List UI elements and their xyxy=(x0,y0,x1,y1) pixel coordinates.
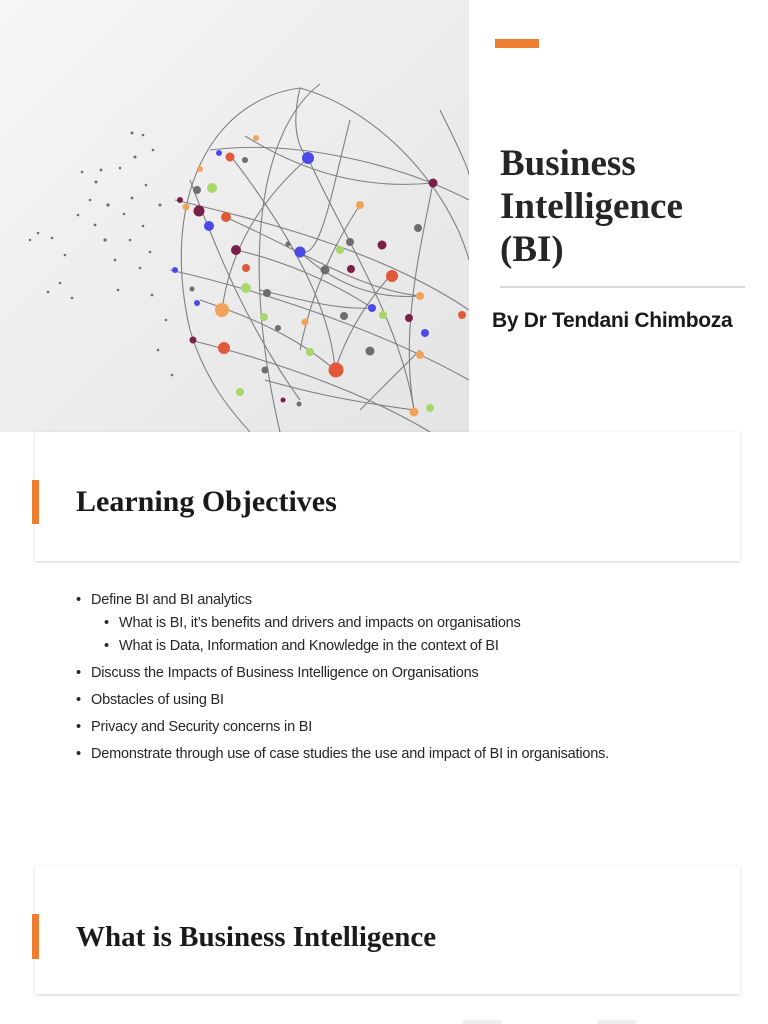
network-globe-image xyxy=(0,0,469,432)
title-accent-bar xyxy=(32,914,39,959)
list-item-text: What is BI, it’s benefits and drivers and impacts on organisations xyxy=(119,615,521,631)
author-name: By Dr Tendani Chimboza xyxy=(492,309,733,332)
content-shape-peek xyxy=(597,1020,637,1024)
list-item-text: Privacy and Security concerns in BI xyxy=(91,719,313,735)
list-item-text: Discuss the Impacts of Business Intelligence on Organisations xyxy=(91,665,479,681)
list-item-text: What is Data, Information and Knowledge in the context of BI xyxy=(119,638,499,654)
bullet-icon: • xyxy=(104,638,109,654)
title-line: Intelligence xyxy=(500,186,683,227)
list-item xyxy=(104,615,521,631)
title-divider xyxy=(500,286,745,288)
content-shape-peek xyxy=(462,1020,502,1024)
bullet-icon: • xyxy=(76,746,81,762)
list-item xyxy=(76,592,252,608)
network-globe-icon xyxy=(0,0,469,432)
list-item-text: Define BI and BI analytics xyxy=(91,592,252,608)
list-item xyxy=(76,692,224,708)
learning-objectives-slide xyxy=(0,432,768,864)
list-item-text: Demonstrate through use of case studies the use and impact of BI in organisations. xyxy=(91,746,609,762)
list-item xyxy=(104,638,499,654)
bullet-icon: • xyxy=(76,592,81,608)
title-line: Business xyxy=(500,143,636,184)
list-item-text: Obstacles of using BI xyxy=(91,692,224,708)
list-item xyxy=(76,746,609,762)
bullet-icon: • xyxy=(76,719,81,735)
presentation-title xyxy=(500,142,760,271)
bullet-icon: • xyxy=(104,615,109,631)
list-item xyxy=(76,665,479,681)
bullet-icon: • xyxy=(76,692,81,708)
slide-title: What is Business Intelligence xyxy=(76,921,437,953)
title-line: (BI) xyxy=(500,229,564,270)
title-slide xyxy=(0,0,768,432)
bullet-icon: • xyxy=(76,665,81,681)
list-item xyxy=(76,719,312,735)
what-is-bi-slide xyxy=(0,864,768,1024)
slide-title: Learning Objectives xyxy=(76,485,337,518)
title-accent-bar xyxy=(32,480,39,524)
title-accent-bar xyxy=(495,39,539,48)
